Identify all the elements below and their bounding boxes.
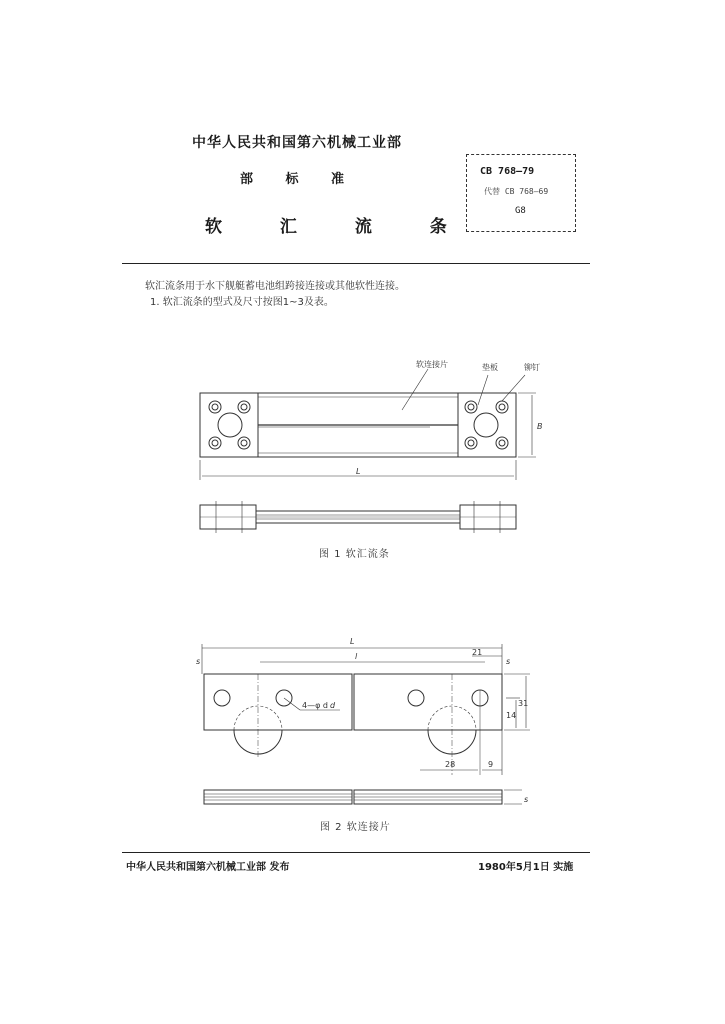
class-code: G8 (515, 206, 526, 216)
standard-kind: 部 标 准 (240, 172, 347, 187)
figure-2-drawing (190, 630, 530, 815)
standard-code: CB 768—79 (480, 166, 535, 177)
fig1-dim-L: L (356, 467, 361, 476)
fig2-dim-21: 21 (472, 648, 483, 657)
fig2-dim-s-right: s (506, 657, 511, 666)
fig2-dim-s-side: s (524, 795, 529, 804)
fig2-dim-9: 9 (488, 760, 494, 769)
footer-rule (122, 852, 590, 853)
callout-soft-strip: 软连接片 (416, 360, 448, 369)
fig1-dim-B: B (537, 422, 543, 431)
publisher: 中华人民共和国第六机械工业部 发布 (126, 862, 290, 873)
figure-1-drawing (180, 355, 560, 540)
intro-paragraph: 软汇流条用于水下舰艇蓄电池组跨接连接或其他软性连接。 (145, 281, 405, 292)
figure-2-caption: 图 2 软连接片 (320, 822, 391, 833)
figure-1-caption: 图 1 软汇流条 (319, 549, 390, 560)
fig2-dim-d: d (330, 701, 336, 710)
fig2-dim-14: 14 (506, 711, 517, 720)
document-title: 软 汇 流 条 (205, 217, 473, 237)
ministry-name: 中华人民共和国第六机械工业部 (192, 135, 402, 151)
fig2-dim-L: L (350, 637, 355, 646)
replaces-code: 代替 CB 768—69 (484, 187, 549, 196)
clause-1: 1. 软汇流条的型式及尺寸按图1~3及表。 (150, 297, 334, 308)
fig2-dim-l: l (355, 652, 358, 661)
callout-pad: 垫板 (482, 363, 498, 372)
fig2-dim-28: 28 (445, 760, 456, 769)
fig2-dim-s-left: s (196, 657, 201, 666)
effective-date: 1980年5月1日 实施 (478, 862, 574, 873)
fig2-dim-31: 31 (518, 699, 529, 708)
fig2-hole-spec: 4—φ d (302, 701, 328, 710)
callout-rivet: 铆钉 (524, 363, 540, 372)
header-rule (122, 263, 590, 264)
